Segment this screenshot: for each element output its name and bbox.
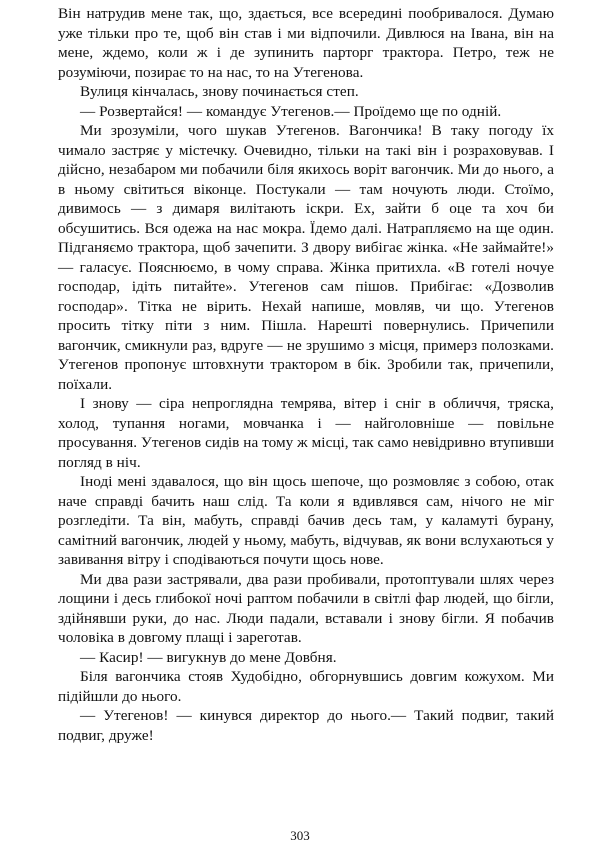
paragraph: Вулиця кінчалась, знову починається степ. <box>80 83 359 100</box>
paragraph: Іноді мені здавалося, що він щось шепоче, що розмовляє з собою, отак наче справді бачить наш слід. Та коли я вдивлявся сам, нічого не міг розгледіти. Та він, мабуть, справді бачив десь там, у каламуті бурану, самітний вагончик, людей у ньому, мабуть, відчував, як вони вслухаються у завивання вітру і сподіваються почути щось нове. <box>58 473 554 568</box>
page-number: 303 <box>290 828 310 843</box>
paragraph: — Утегенов! — кинувся директор до нього.— Такий подвиг, такий подвиг, друже! <box>58 707 554 744</box>
paragraph: — Касир! — вигукнув до мене Довбня. <box>80 648 337 666</box>
paragraph: Він натрудив мене так, що, здається, все всередині пообривалося. Думаю уже тільки про те, щоб він став і ми відпочили. Дивлюся на Івана, він на мене, ждемо, коли ж і де зупинить парторг трактора. Петро, теж не розуміючи, позирає то на нас, то на Утегенова. <box>58 5 554 81</box>
paragraph: Біля вагончика стояв Худобідно, обгорнувшись довгим кожухом. Ми підійшли до нього. <box>58 668 554 705</box>
paragraph: — Розвертайся! — командує Утегенов.— Проїдемо ще по одній. <box>80 102 502 120</box>
body-text <box>58 4 554 745</box>
paragraph: Ми зрозуміли, чого шукав Утегенов. Вагончика! В таку погоду їх чимало застряє у містечку. Очевидно, тільки на такі він і розраховував. І дійсно, незабаром ми побачили біля якихось воріт вагончик. Ми до нього, а в ньому світиться віконце. Постукали — там ночують люди. Стоїмо, дивимось — з димаря вилітають іскри. Ех, зайти б оце та хоч би обсушитись. Вся одежа на нас мокра. Їдемо далі. Натрапляємо на ще один. Підганяємо трактора, щоб зачепити. З двору вибігає жінка. «Не займайте!» — галасує. Пояснюємо, в чому справа. Жінка притихла. «В готелі ночуе господар, ідіть питайте». Утегенов сам пішов. Прибігає: «Дозволив господар». Тітка не вірить. Нехай напише, мовляв, чи що. Утегенов просить тітку піти з ним. Пішла. Нарешті повернулись. Причепили вагончик, смикнули раз, вдруге — не зрушимо з місця, примерз полозками. Утегенов пропонує штовхнути трактором в бік. Зробили так, причепили, поїхали. <box>58 122 554 393</box>
paragraph: Ми два рази застрявали, два рази пробивали, протоптували шлях через лощини і десь глибокої ночі раптом побачили в світлі фар людей, що бігли, здійнявши руки, до нас. Люди падали, вставали і знову бігли. Я побачив чоловіка в довгому плащі і зареготав. <box>58 570 554 646</box>
paragraph: І знову — сіра непроглядна темрява, вітер і сніг в обличчя, тряска, холод, тупання ногами, мовчанка і — найголовніше — повільне просування. Утегенов сидів на тому ж місці, так само невідривно втупивши погляд в ніч. <box>58 395 554 471</box>
